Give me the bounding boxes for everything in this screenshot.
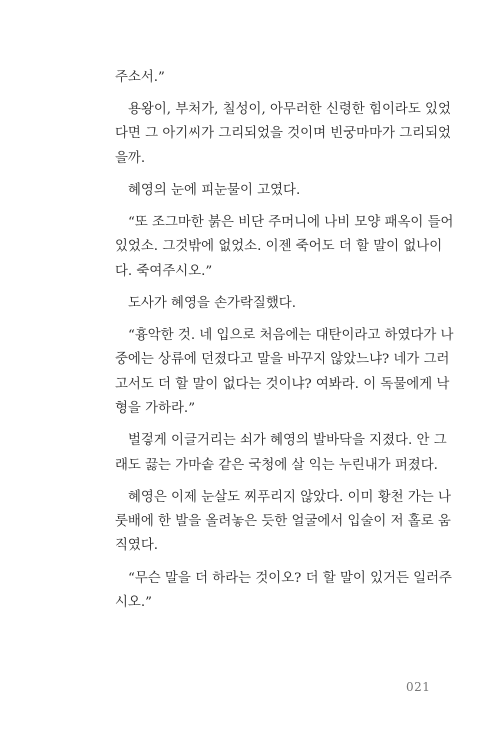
text-line: 혜영의 눈에 피눈물이 고였다. bbox=[128, 182, 301, 198]
text-line: 벌겋게 이글거리는 쇠가 혜영의 발바닥을 지졌다. 안 그 bbox=[128, 433, 447, 449]
text-line: 중에는 상류에 던졌다고 말을 바꾸지 않았느냐? 네가 그러 bbox=[115, 352, 450, 368]
text-line: “흉악한 것. 네 입으로 처음에는 대탄이라고 하였다가 나 bbox=[128, 327, 454, 343]
text-line: “무슨 말을 더 하라는 것이오? 더 할 말이 있거든 일러주 bbox=[128, 570, 452, 586]
text-line: “또 조그마한 붉은 비단 주머니에 나비 모양 패옥이 들어 bbox=[128, 215, 454, 231]
text-line: 을까. bbox=[115, 150, 146, 166]
text-line: 시오.” bbox=[115, 594, 152, 610]
text-line: 도사가 혜영을 손가락질했다. bbox=[128, 295, 296, 311]
text-line: 다면 그 아기씨가 그리되었을 것이며 빈궁마마가 그리되었 bbox=[115, 126, 451, 142]
text-line: 직였다. bbox=[115, 538, 159, 554]
text-line: 형을 가하라.” bbox=[115, 401, 196, 417]
body-text bbox=[115, 66, 454, 615]
text-line: 있었소. 그것밖에 없었소. 이젠 죽어도 더 할 말이 없나이 bbox=[115, 239, 443, 255]
text-line: 룻배에 한 발을 올려놓은 듯한 얼굴에서 입술이 저 홀로 움 bbox=[115, 514, 451, 530]
text-line: 주소서.” bbox=[115, 70, 165, 85]
page-number: 021 bbox=[406, 680, 431, 694]
text-line: 다. 죽여주시오.” bbox=[115, 263, 213, 279]
text-line: 용왕이, 부처가, 칠성이, 아무러한 신령한 힘이라도 있었 bbox=[128, 102, 451, 118]
text-line: 혜영은 이제 눈살도 찌푸리지 않았다. 이미 황천 가는 나 bbox=[128, 489, 451, 505]
text-line: 래도 끓는 가마솥 같은 국청에 살 익는 누린내가 퍼졌다. bbox=[115, 457, 438, 473]
text-line: 고서도 더 할 말이 없다는 것이냐? 여봐라. 이 독물에게 낙 bbox=[115, 376, 450, 392]
